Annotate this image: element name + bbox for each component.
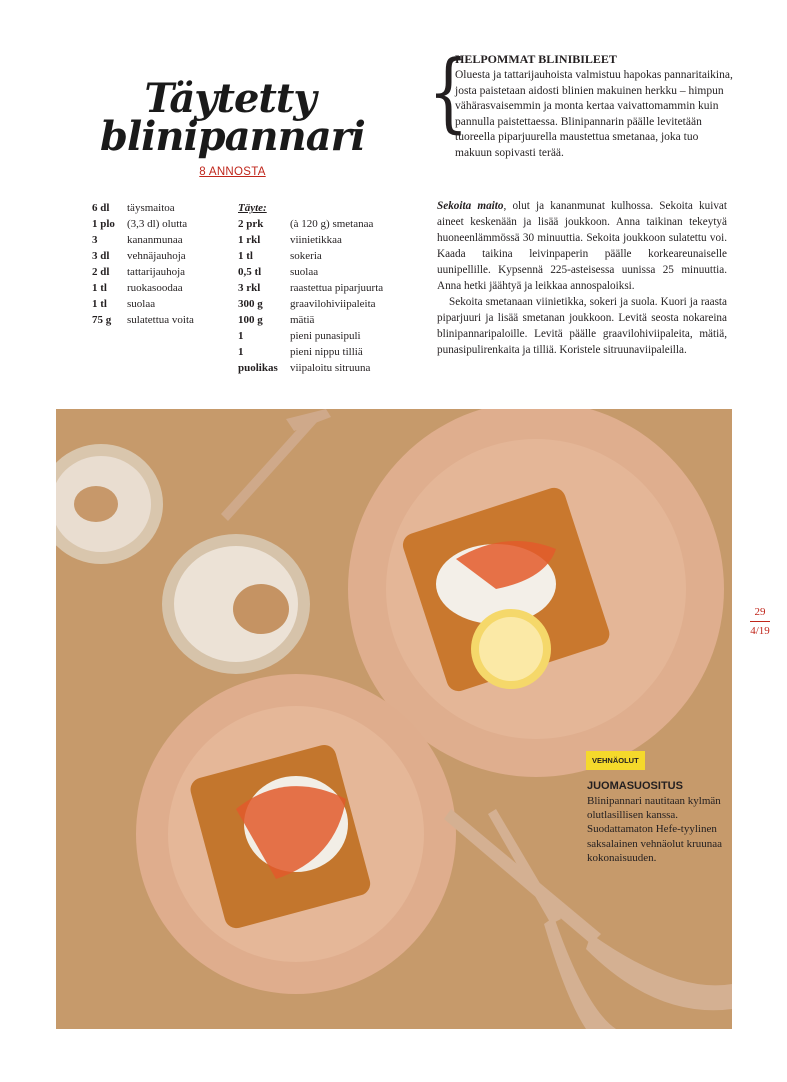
filling-name: pieni punasipuli (290, 330, 361, 342)
filling-quantity: 1 (238, 330, 244, 342)
title-line-1: Täytetty (144, 75, 316, 122)
filling-quantity: puolikas (238, 362, 278, 374)
ingredient-name: vehnäjauhoja (127, 250, 186, 262)
ingredient-row (92, 232, 194, 248)
ingredient-name: suolaa (127, 298, 156, 310)
ingredient-name: kananmunaa (127, 234, 183, 246)
ingredient-name: täysmaitoa (127, 202, 175, 214)
filling-quantity: 1 (238, 346, 244, 358)
filling-name: suolaa (290, 266, 319, 278)
filling-name: (à 120 g) smetanaa (290, 218, 374, 230)
filling-quantity: 100 g (238, 314, 263, 326)
filling-heading: Täyte: (238, 202, 267, 214)
method-lead: Sekoita maito (437, 200, 504, 212)
filling-name: raastettua piparjuurta (290, 282, 384, 294)
filling-name: mätiä (290, 314, 315, 326)
ingredient-quantity: 3 dl (92, 250, 110, 262)
title-line-2: blinipannari (100, 113, 365, 160)
page-number (745, 605, 775, 638)
filling-quantity: 1 rkl (238, 234, 261, 246)
ingredient-name: tattarijauhoja (127, 266, 186, 278)
filling-row (238, 360, 383, 376)
filling-quantity: 0,5 tl (238, 266, 262, 278)
ingredient-row (92, 216, 194, 232)
drink-text: Blinipannari nautitaan kylmän olutlasillisen kanssa. Suodattamaton Hefe-tyylinen saksalainen vehnäolut kruunaa kokonaisuuden. (587, 795, 723, 864)
filling-row (238, 248, 383, 264)
filling-row (238, 328, 383, 344)
ingredient-quantity: 75 g (92, 314, 112, 326)
filling-row (238, 312, 383, 328)
drink-badge: VEHNÄOLUT (586, 751, 645, 770)
ingredient-quantity: 3 (92, 234, 98, 246)
ingredient-quantity: 2 dl (92, 266, 110, 278)
filling-row (238, 280, 383, 296)
filling-row (238, 344, 383, 360)
filling-quantity: 3 rkl (238, 282, 261, 294)
ingredient-row (92, 296, 194, 312)
intro-text: Oluesta ja tattarijauhoista valmistuu hapokas pannaritaikina, josta paistetaan aidosti blinien makuinen herkku – himpun vähärasvaisemmin ja monta kertaa vaivattomammin kuin pannulla paistettaessa. Blinipannarin päälle levitetään tuoreella piparjuurella maustettua smetanaa, joka tuo makuun sopivasti terää. (455, 69, 733, 159)
ingredient-row (92, 264, 194, 280)
filling-quantity: 300 g (238, 298, 263, 310)
filling-row (238, 296, 383, 312)
ingredient-quantity: 6 dl (92, 202, 110, 214)
ingredient-row (92, 200, 194, 216)
ingredient-quantity: 1 tl (92, 282, 107, 294)
filling-row (238, 216, 383, 232)
filling-name: viipaloitu sitruuna (290, 362, 371, 374)
drink-heading: JUOMASUOSITUS (587, 780, 683, 792)
method-text (437, 198, 727, 358)
filling-name: viinietikkaa (290, 234, 342, 246)
filling-quantity: 1 tl (238, 250, 253, 262)
page-number-value: 29 (754, 606, 766, 618)
recipe-title (100, 75, 365, 160)
ingredient-name: sulatettua voita (127, 314, 194, 326)
servings: 8 ANNOSTA (199, 166, 266, 178)
filling-name: pieni nippu tilliä (290, 346, 363, 358)
page-number-divider (750, 621, 770, 622)
ingredient-name: (3,3 dl) olutta (127, 218, 188, 230)
filling-row (238, 232, 383, 248)
intro-heading: HELPOMMAT BLINIBILEET (455, 52, 617, 66)
issue-number: 4/19 (750, 625, 770, 637)
ingredient-row (92, 248, 194, 264)
filling-name: graavilohiviipaleita (290, 298, 376, 310)
filling-row (238, 264, 383, 280)
ingredient-quantity: 1 plo (92, 218, 115, 230)
food-photo (56, 409, 732, 1029)
filling-quantity: 2 prk (238, 218, 264, 230)
method-paragraph-1 (437, 198, 727, 294)
method-p1-rest: , olut ja kananmunat kulhossa. Sekoita kuivat aineet keskenään ja lisää joukkoon. Anna taikinan tekeytyä huoneenlämmössä 30 minuuttia. Sekoita joukkoon sulatettu voi. Kaada taikina leivinpaperin päälle korkeareunaiselle uunipellille. Kypsennä 225-asteisessa uunissa 25 minuuttia. Anna hetki jäähtyä ja leikkaa annospaloiksi. (437, 200, 727, 292)
filling-name: sokeria (290, 250, 322, 262)
ingredient-row (92, 280, 194, 296)
brace-ornament: { (428, 43, 469, 144)
method-paragraph-2: Sekoita smetanaan viinietikka, sokeri ja suola. Kuori ja raasta piparjuuri ja lisää smetanan joukkoon. Levitä seosta nokareina blinipannaripaloille. Levitä päälle graavilohiviipaleita, mätiä, punasipulirenkaita ja tilliä. Koristele sitruunaviipaleilla. (437, 296, 727, 356)
ingredient-row (92, 312, 194, 328)
ingredient-list (92, 200, 194, 328)
filling-list (238, 200, 383, 376)
ingredient-quantity: 1 tl (92, 298, 107, 310)
ingredient-name: ruokasoodaa (127, 282, 183, 294)
